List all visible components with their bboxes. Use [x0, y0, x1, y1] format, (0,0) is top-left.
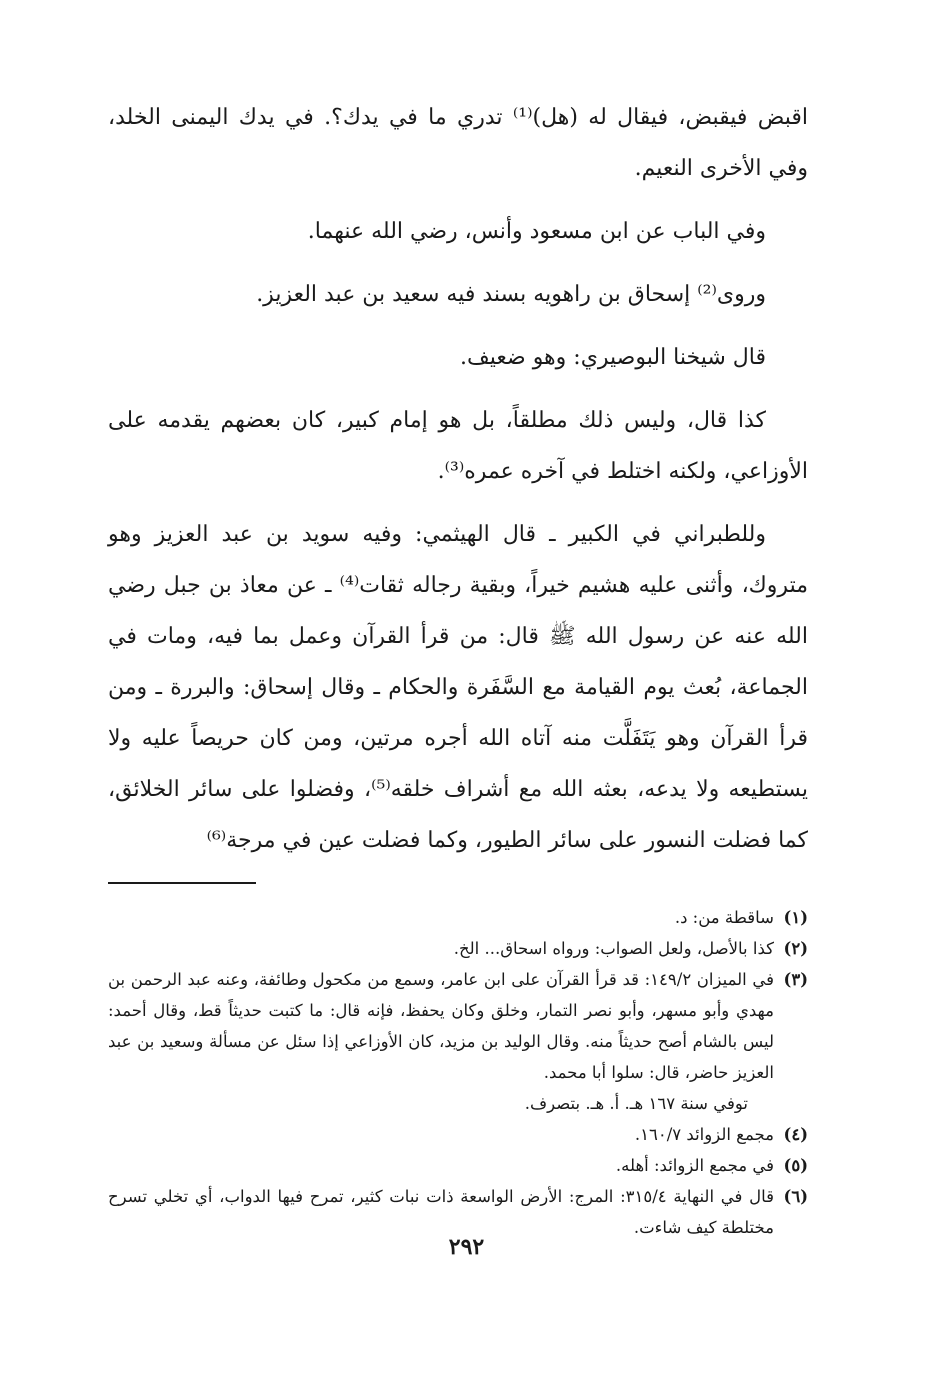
footnote-5 — [108, 1150, 808, 1181]
page-body — [108, 92, 808, 1243]
footnote-number: (٢) — [783, 939, 808, 958]
footnote-text: كذا بالأصل، ولعل الصواب: ورواه اسحاق... الخ. — [453, 939, 774, 958]
footnote-text: ساقطة من: د. — [674, 908, 774, 927]
footnote-text: مجمع الزوائد ١٦٠/٧. — [634, 1125, 774, 1144]
footnote-number: (١) — [783, 908, 808, 927]
footnote-divider — [108, 882, 256, 884]
page-number: ٢٩٢ — [448, 1234, 485, 1260]
footnote-text: في مجمع الزوائد: أهله. — [615, 1156, 774, 1175]
footnote-number: (٦) — [783, 1187, 808, 1206]
footnote-text: قال في النهاية ٣١٥/٤: المرج: الأرض الواسعة ذات نبات كثير، تمرح فيها الدواب، أي تخلي تسرح مختلطة كيف شاءت. — [108, 1187, 774, 1237]
footnote-2 — [108, 933, 808, 964]
paragraph-1: اقبض فيقبض، فيقال له (هل)⁽¹⁾ تدري ما في يدك؟. في يدك اليمنى الخلد، وفي الأخرى النعيم. — [108, 105, 808, 181]
footnote-number: (٥) — [783, 1156, 808, 1175]
footnote-text: في الميزان ١٤٩/٢: قد قرأ القرآن على ابن عامر، وسمع من مكحول وطائفة، وعنه عبد الرحمن بن مهدي وأبو مسهر، وأبو نصر التمار، وخلق وكان يحفظ، فإنه قال: ما كتبت حديثاً قط، وقال أحمد: ليس بالشام أصح حديثاً منه. وقال الوليد بن مزيد، كان الأوزاعي إذا سئل عن مسألة وسعيد بن عبد العزيز حاضر، قال: سلوا أبا محمد. — [108, 970, 774, 1082]
paragraph-5: كذا قال، وليس ذلك مطلقاً، بل هو إمام كبير، كان بعضهم يقدمه على الأوزاعي، ولكنه اختلط في آخره عمره⁽³⁾. — [108, 408, 808, 484]
footnotes — [108, 902, 808, 1243]
paragraph-3: وروى⁽²⁾ إسحاق بن راهويه بسند فيه سعيد بن عبد العزيز. — [256, 282, 766, 307]
footnote-3-continuation — [108, 1088, 808, 1119]
paragraph-4: قال شيخنا البوصيري: وهو ضعيف. — [460, 345, 766, 370]
paragraph-2: وفي الباب عن ابن مسعود وأنس، رضي الله عنهما. — [307, 219, 766, 244]
footnote-number: (٣) — [783, 970, 808, 989]
footnote-text: توفي سنة ١٦٧ هـ. أ. هـ. بتصرف. — [524, 1094, 748, 1113]
paragraph-6: وللطبراني في الكبير ـ قال الهيثمي: وفيه سويد بن عبد العزيز وهو متروك، وأثنى عليه هشيم خيراً، وبقية رجاله ثقات⁽⁴⁾ ـ عن معاذ بن جبل رضي الله عنه عن رسول الله ﷺ قال: من قرأ القرآن وعمل بما فيه، ومات في الجماعة، بُعث يوم القيامة مع السَّفَرة والحكام ـ وقال إسحاق: والبررة ـ ومن قرأ القرآن وهو يَتَفَلَّت منه آتاه الله أجره مرتين، ومن كان حريصاً عليه ولا يستطيعه ولا يدعه، بعثه الله مع أشراف خلقه⁽⁵⁾، وفضلوا على سائر الخلائق، كما فضلت النسور على سائر الطيور، وكما فضلت عين في مرجة⁽⁶⁾ — [108, 522, 808, 853]
footnote-1 — [108, 902, 808, 933]
footnote-number: (٤) — [783, 1125, 808, 1144]
footnote-4 — [108, 1119, 808, 1150]
footnote-3 — [108, 964, 808, 1088]
